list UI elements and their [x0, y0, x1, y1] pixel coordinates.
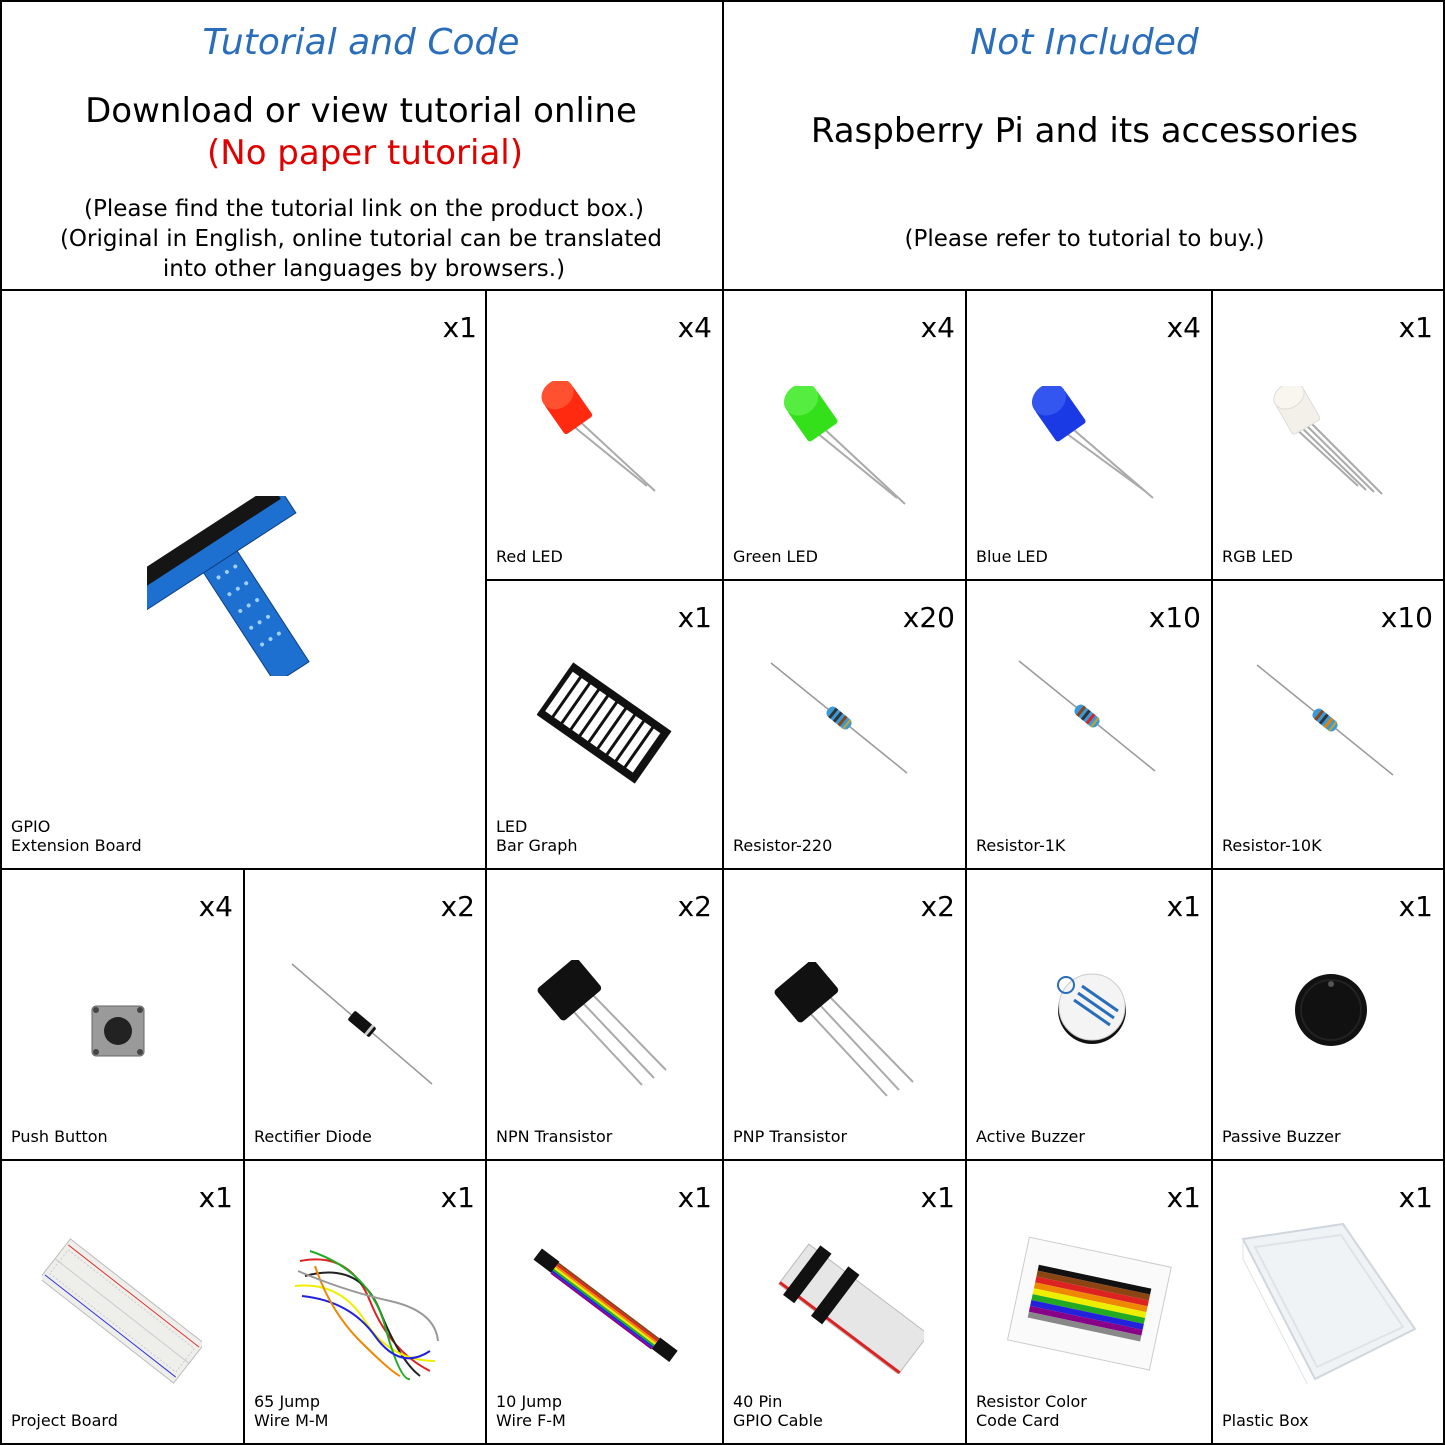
no-paper-note: (No paper tutorial): [207, 133, 523, 173]
item-pnp-transistor: [724, 870, 965, 1159]
item-quantity: x10: [1148, 601, 1201, 634]
item-quantity: x1: [442, 311, 477, 344]
item-quantity: x1: [920, 1181, 955, 1214]
item-label: LED Bar Graph: [496, 817, 578, 855]
plastic-box-icon: [1233, 1219, 1423, 1384]
item-label: GPIO Extension Board: [11, 817, 142, 855]
transistor-icon: [769, 962, 919, 1102]
color-code-card-icon: [1007, 1236, 1172, 1371]
red-led-icon: [537, 381, 667, 496]
resistor-icon: [769, 661, 909, 776]
item-quantity: x2: [440, 890, 475, 923]
item-quantity: x1: [1398, 311, 1433, 344]
diode-icon: [290, 962, 435, 1087]
item-passive-buzzer: [1213, 870, 1443, 1159]
blue-led-icon: [1027, 386, 1162, 506]
item-quantity: x1: [198, 1181, 233, 1214]
item-quantity: x1: [1398, 1181, 1433, 1214]
item-resistor-color-code-card: [967, 1161, 1211, 1443]
item-label: Push Button: [11, 1127, 108, 1146]
item-label: NPN Transistor: [496, 1127, 613, 1146]
item-quantity: x20: [902, 601, 955, 634]
item-resistor-10k: [1213, 581, 1443, 868]
transistor-icon: [532, 960, 672, 1090]
item-label: Project Board: [11, 1411, 118, 1430]
item-quantity: x1: [1166, 890, 1201, 923]
item-label: 40 Pin GPIO Cable: [733, 1392, 823, 1430]
item-led-bar-graph: [487, 581, 722, 868]
item-label: Active Buzzer: [976, 1127, 1085, 1146]
active-buzzer-icon: [1052, 965, 1132, 1050]
resistor-icon: [1255, 663, 1395, 778]
item-quantity: x1: [1166, 1181, 1201, 1214]
item-label: Plastic Box: [1222, 1411, 1309, 1430]
gpio-board-icon: [147, 496, 337, 676]
tutorial-note: (Please find the tutorial link on the product box.): [84, 196, 644, 222]
item-resistor-220: [724, 581, 965, 868]
item-label: Red LED: [496, 547, 563, 566]
not-included-note: (Please refer to tutorial to buy.): [904, 226, 1265, 252]
tutorial-title: Tutorial and Code: [202, 22, 520, 63]
item-label: 65 Jump Wire M-M: [254, 1392, 329, 1430]
item-plastic-box: [1213, 1161, 1443, 1443]
item-quantity: x4: [920, 311, 955, 344]
item-quantity: x1: [440, 1181, 475, 1214]
item-40-pin-gpio-cable: [724, 1161, 965, 1443]
rgb-led-icon: [1268, 386, 1388, 496]
item-label: Resistor-220: [733, 836, 833, 855]
jumper-wires-icon: [290, 1241, 440, 1381]
tutorial-note: into other languages by browsers.): [162, 256, 566, 282]
item-quantity: x2: [920, 890, 955, 923]
resistor-icon: [1017, 659, 1157, 774]
item-label: Resistor Color Code Card: [976, 1392, 1087, 1430]
green-led-icon: [779, 386, 914, 506]
item-quantity: x1: [677, 601, 712, 634]
item-label: Resistor-10K: [1222, 836, 1322, 855]
item-quantity: x1: [1398, 890, 1433, 923]
item-label: Blue LED: [976, 547, 1048, 566]
item-resistor-1k: [967, 581, 1211, 868]
tutorial-line: Download or view tutorial online: [85, 91, 637, 131]
item-quantity: x4: [198, 890, 233, 923]
item-quantity: x10: [1380, 601, 1433, 634]
item-project-board: [2, 1161, 243, 1443]
item-65-jump-wire: [245, 1161, 485, 1443]
item-quantity: x4: [677, 311, 712, 344]
item-active-buzzer: [967, 870, 1211, 1159]
tutorial-note: (Original in English, online tutorial can be translated: [59, 226, 663, 252]
item-label: Resistor-1K: [976, 836, 1066, 855]
gpio-cable-icon: [769, 1239, 924, 1374]
item-10-jump-wire: [487, 1161, 722, 1443]
item-gpio-extension-board: [2, 291, 485, 868]
item-quantity: x1: [677, 1181, 712, 1214]
item-label: PNP Transistor: [733, 1127, 848, 1146]
item-quantity: x4: [1166, 311, 1201, 344]
item-label: Passive Buzzer: [1222, 1127, 1341, 1146]
item-red-led: [487, 291, 722, 579]
item-rgb-led: [1213, 291, 1443, 579]
item-blue-led: [967, 291, 1211, 579]
item-label: RGB LED: [1222, 547, 1293, 566]
item-npn-transistor: [487, 870, 722, 1159]
item-green-led: [724, 291, 965, 579]
item-rectifier-diode: [245, 870, 485, 1159]
item-push-button: [2, 870, 243, 1159]
item-label: 10 Jump Wire F-M: [496, 1392, 566, 1430]
item-label: Rectifier Diode: [254, 1127, 372, 1146]
not-included-title: Not Included: [970, 22, 1199, 63]
bar-graph-icon: [537, 661, 672, 786]
push-button-icon: [84, 998, 154, 1063]
breadboard-icon: [42, 1236, 202, 1386]
item-label: Green LED: [733, 547, 818, 566]
ribbon-jumper-icon: [525, 1241, 685, 1371]
passive-buzzer-icon: [1291, 970, 1371, 1050]
not-included-line: Raspberry Pi and its accessories: [810, 111, 1359, 151]
item-quantity: x2: [677, 890, 712, 923]
